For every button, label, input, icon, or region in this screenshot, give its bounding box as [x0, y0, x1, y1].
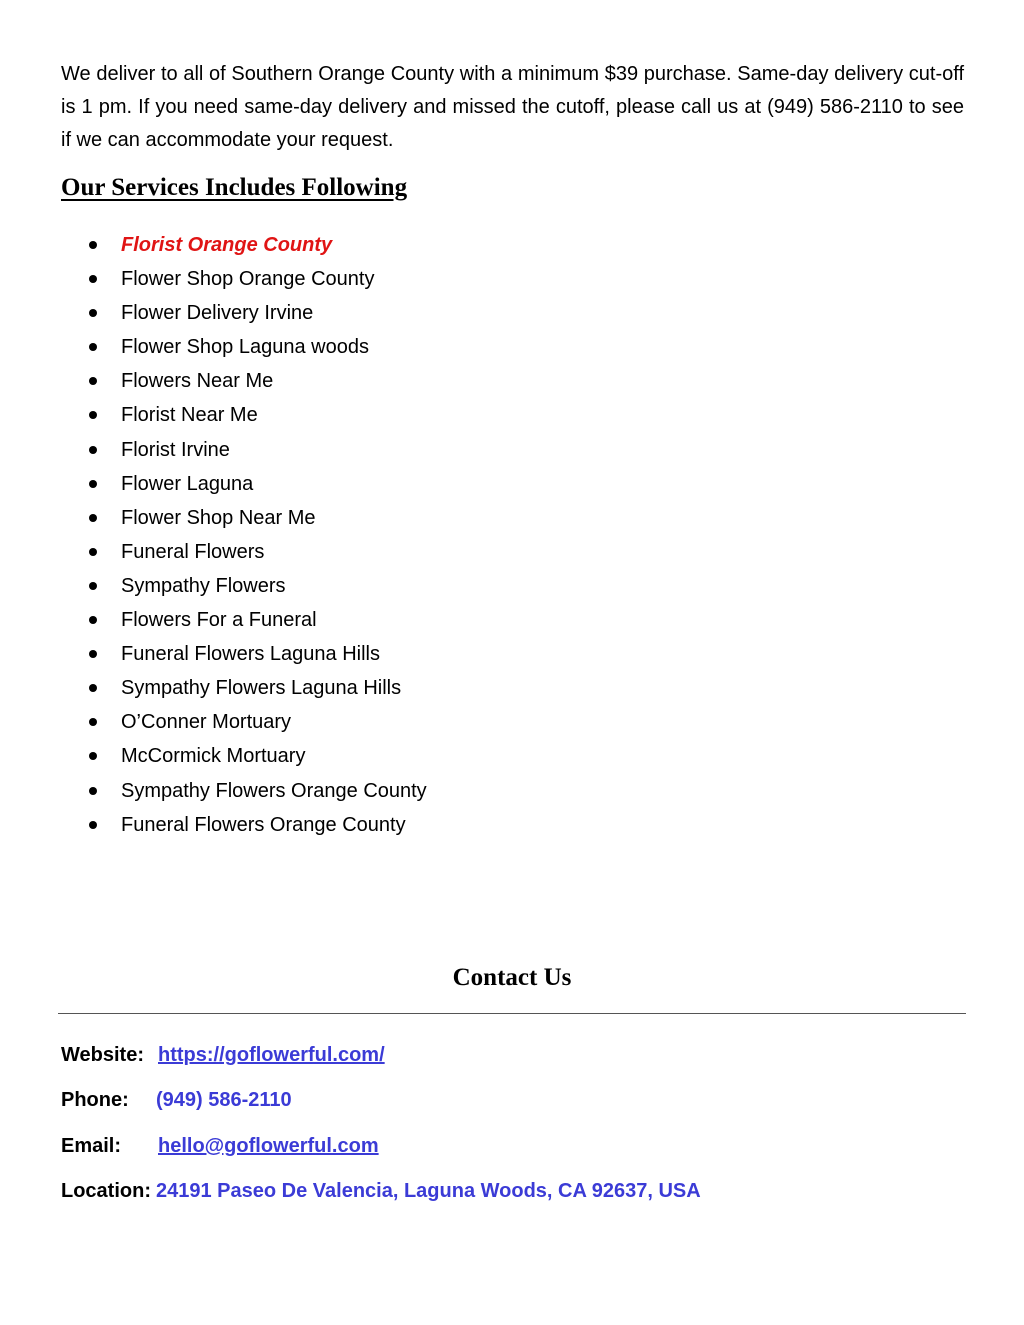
location-label: Location:: [61, 1180, 151, 1202]
intro-paragraph: We deliver to all of Southern Orange County with a minimum $39 purchase. Same-day delivery cut-off is 1 pm. If you need same-day delivery and missed the cutoff, please call us at (949) 586-2110 to see if we can accommodate your request.: [61, 63, 964, 151]
bullet-icon: [89, 446, 97, 454]
location-value: 24191 Paseo De Valencia, Laguna Woods, CA 92637, USA: [156, 1180, 701, 1202]
service-label: Flower Shop Laguna woods: [121, 336, 369, 359]
list-item: [61, 774, 427, 808]
contact-website-row: [61, 1044, 385, 1067]
email-link[interactable]: hello@goflowerful.com: [158, 1135, 379, 1157]
service-label: Florist Near Me: [121, 404, 258, 427]
service-label: Sympathy Flowers: [121, 574, 286, 597]
bullet-icon: [89, 752, 97, 760]
service-label: Flower Shop Orange County: [121, 268, 375, 291]
contact-email-row: [61, 1135, 379, 1158]
bullet-icon: [89, 241, 97, 249]
service-label: Funeral Flowers Orange County: [121, 813, 406, 836]
service-label: Flower Delivery Irvine: [121, 302, 314, 325]
bullet-icon: [89, 787, 97, 795]
list-item: [61, 603, 427, 637]
list-item: [61, 433, 427, 467]
service-label: Flowers For a Funeral: [121, 609, 317, 632]
service-label: Funeral Flowers: [121, 540, 265, 563]
list-item: [61, 671, 427, 705]
list-item: [61, 705, 427, 739]
bullet-icon: [89, 718, 97, 726]
service-label: Florist Irvine: [121, 438, 230, 461]
list-item: [61, 398, 427, 432]
bullet-icon: [89, 377, 97, 385]
list-item: [61, 330, 427, 364]
bullet-icon: [89, 480, 97, 488]
phone-value: (949) 586-2110: [156, 1089, 292, 1111]
service-label: Flower Shop Near Me: [121, 506, 316, 529]
bullet-icon: [89, 616, 97, 624]
bullet-icon: [89, 582, 97, 590]
website-label: Website:: [61, 1044, 144, 1066]
list-item: [61, 808, 427, 842]
bullet-icon: [89, 650, 97, 658]
bullet-icon: [89, 309, 97, 317]
website-link[interactable]: https://goflowerful.com/: [158, 1044, 385, 1066]
list-item: [61, 501, 427, 535]
bullet-icon: [89, 821, 97, 829]
bullet-icon: [89, 411, 97, 419]
bullet-icon: [89, 548, 97, 556]
service-label: Sympathy Flowers Laguna Hills: [121, 677, 402, 700]
email-label: Email:: [61, 1135, 122, 1157]
bullet-icon: [89, 514, 97, 522]
list-item: [61, 637, 427, 671]
contact-location-row: [61, 1180, 701, 1203]
services-list: [61, 228, 427, 842]
list-item: [61, 296, 427, 330]
service-label: O’Conner Mortuary: [121, 711, 292, 734]
bullet-icon: [89, 343, 97, 351]
phone-label: Phone:: [61, 1089, 129, 1111]
contact-phone-row: [61, 1089, 292, 1112]
service-label: Flower Laguna: [121, 472, 254, 495]
list-item: [61, 262, 427, 296]
list-item: [61, 739, 427, 773]
list-item: [61, 467, 427, 501]
service-label: McCormick Mortuary: [121, 745, 306, 768]
services-heading: Our Services Includes Following: [61, 174, 408, 201]
service-label: Flowers Near Me: [121, 370, 274, 393]
list-item[interactable]: [61, 228, 427, 262]
list-item: [61, 364, 427, 398]
service-label: Funeral Flowers Laguna Hills: [121, 643, 381, 666]
contact-divider: [58, 1013, 966, 1014]
service-label: Sympathy Flowers Orange County: [121, 779, 427, 802]
list-item: [61, 535, 427, 569]
contact-heading: Contact Us: [452, 964, 572, 991]
bullet-icon: [89, 684, 97, 692]
list-item: [61, 569, 427, 603]
service-link-label[interactable]: Florist Orange County: [121, 234, 333, 256]
bullet-icon: [89, 275, 97, 283]
